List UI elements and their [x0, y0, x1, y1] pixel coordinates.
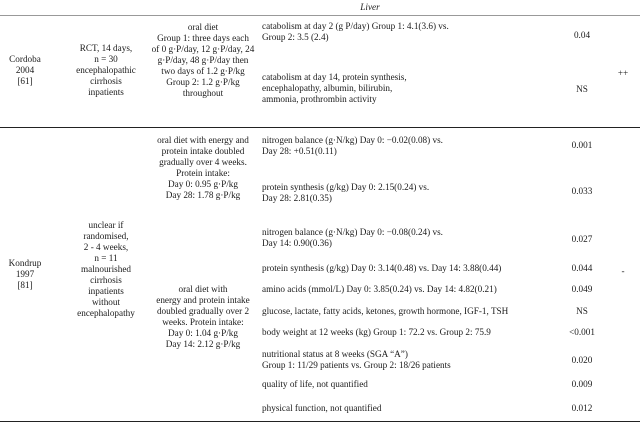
outcome-line: Day 14: 0.90(0.36)	[262, 238, 332, 248]
outcome-item	[262, 227, 552, 249]
intervention-line: Day 0: 1.04 g·P/kg	[168, 328, 238, 338]
intervention-line: protein intake doubled	[161, 146, 245, 156]
outcome-line: protein synthesis (g/kg) Day 0: 3.14(0.48) vs. Day 14: 3.88(0.44)	[262, 263, 502, 273]
design-line: inpatients	[88, 286, 124, 296]
intervention-line: doubled gradually over 2	[156, 306, 250, 316]
outcome-line: Day 28: 2.81(0.35)	[262, 193, 332, 203]
outcome-line: Day 28: +0.51(0.11)	[262, 146, 337, 156]
outcome-line: glucose, lactate, fatty acids, ketones, growth hormone, IGF-1, TSH	[262, 306, 509, 316]
row-divider	[0, 127, 640, 128]
outcome-line: catabolism at day 2 (g P/day) Group 1: 4.1(3.6) vs.	[262, 21, 449, 31]
study-name: Cordoba	[9, 54, 41, 64]
intervention-line: of 0 g·P/day, 12 g·P/day, 24	[151, 44, 255, 54]
outcome-line: nitrogen balance (g·N/kg) Day 0: −0.08(0.24) vs.	[262, 227, 443, 237]
design-line: inpatients	[88, 87, 124, 97]
intervention-line: Day 14: 2.12 g·P/kg	[165, 339, 241, 349]
intervention-line: Group 2: 1.2 g·P/kg	[166, 77, 240, 87]
intervention-line: throughout	[182, 88, 224, 98]
design-line: n = 30	[94, 54, 118, 64]
intervention-cell	[140, 284, 266, 350]
design-line: randomised,	[83, 231, 129, 241]
intervention-line: Protein intake:	[176, 168, 230, 178]
p-value: 0.049	[571, 284, 593, 294]
outcome-item	[262, 263, 558, 274]
outcome-line: encephalopathy, albumin, bilirubin,	[262, 83, 393, 93]
outcome-line: ammonia, prothrombin activity	[262, 94, 377, 104]
section-header-liver: Liver	[360, 2, 380, 12]
design-line: cirrhosis	[90, 76, 122, 86]
quality-rating: ++	[617, 68, 629, 78]
p-value: NS	[576, 84, 588, 94]
study-ref: [81]	[17, 280, 33, 290]
study-year: 1997	[15, 269, 35, 279]
intervention-cell	[148, 22, 258, 99]
p-value: 0.012	[571, 403, 593, 413]
intervention-line: gradually over 4 weeks.	[159, 157, 247, 167]
intervention-line: two days of 1.2 g·P/kg	[161, 66, 245, 76]
outcome-item	[262, 284, 558, 295]
study-cell	[2, 54, 48, 87]
design-line: encephalopathy	[77, 308, 135, 318]
intervention-line: oral diet with energy and	[157, 135, 249, 145]
intervention-line: Group 1: three days each	[157, 33, 249, 43]
design-line: without	[91, 297, 121, 307]
table-bottom-rule	[0, 421, 640, 422]
outcome-line: Group 2: 3.5 (2.4)	[262, 32, 329, 42]
intervention-line: g·P/day, 48 g·P/day then	[157, 55, 249, 65]
outcome-line: quality of life, not quantified	[262, 379, 368, 389]
outcome-item	[262, 327, 558, 338]
outcome-item	[262, 306, 558, 317]
outcome-line: catabolism at day 14, protein synthesis,	[262, 72, 407, 82]
p-value: 0.044	[571, 263, 593, 273]
p-value: <0.001	[569, 327, 595, 337]
intervention-line: Day 28: 1.78 g·P/kg	[165, 190, 241, 200]
outcome-item	[262, 379, 552, 390]
outcome-item	[262, 349, 558, 371]
design-line: 2 - 4 weeks,	[83, 242, 129, 252]
p-value: NS	[576, 306, 588, 316]
outcome-line: amino acids (mmol/L) Day 0: 3.85(0.24) vs. Day 14: 4.82(0.21)	[262, 284, 497, 294]
p-value: 0.04	[573, 30, 591, 40]
quality-rating: -	[621, 266, 625, 276]
outcome-line: nitrogen balance (g·N/kg) Day 0: −0.02(0.08) vs.	[262, 135, 443, 145]
intervention-line: energy and protein intake	[156, 295, 250, 305]
outcome-item	[262, 403, 552, 414]
outcome-line: protein synthesis (g/kg) Day 0: 2.15(0.24) vs.	[262, 182, 430, 192]
design-line: cirrhosis	[90, 275, 122, 285]
outcome-item	[262, 135, 552, 157]
outcome-line: physical function, not quantified	[262, 403, 382, 413]
design-line: malnourished	[80, 264, 131, 274]
study-name: Kondrup	[8, 258, 42, 268]
outcome-line: nutritional status at 8 weeks (SGA “A”)	[262, 349, 408, 359]
design-line: unclear if	[88, 220, 124, 230]
design-line: n = 11	[94, 253, 118, 263]
outcome-item	[262, 72, 552, 105]
design-line: RCT, 14 days,	[79, 43, 133, 53]
p-value: 0.009	[571, 379, 593, 389]
p-value: 0.020	[571, 355, 593, 365]
p-value: 0.033	[571, 186, 593, 196]
design-line: encephalopathic	[76, 65, 136, 75]
intervention-line: oral diet with	[178, 284, 228, 294]
intervention-line: oral diet	[187, 22, 219, 32]
intervention-cell	[140, 135, 266, 201]
header-divider	[0, 15, 640, 16]
outcome-line: Group 1: 11/29 patients vs. Group 2: 18/26 patients	[262, 360, 451, 370]
outcome-line: body weight at 12 weeks (kg) Group 1: 72.2 vs. Group 2: 75.9	[262, 327, 491, 337]
study-cell	[2, 258, 48, 291]
p-value: 0.001	[571, 140, 593, 150]
outcome-item	[262, 182, 552, 204]
p-value: 0.027	[571, 234, 593, 244]
intervention-line: weeks. Protein intake:	[162, 317, 244, 327]
design-cell	[56, 43, 156, 98]
intervention-line: Day 0: 0.95 g·P/kg	[168, 179, 238, 189]
outcome-item	[262, 21, 552, 43]
study-ref: [61]	[17, 76, 33, 86]
study-year: 2004	[15, 65, 35, 75]
